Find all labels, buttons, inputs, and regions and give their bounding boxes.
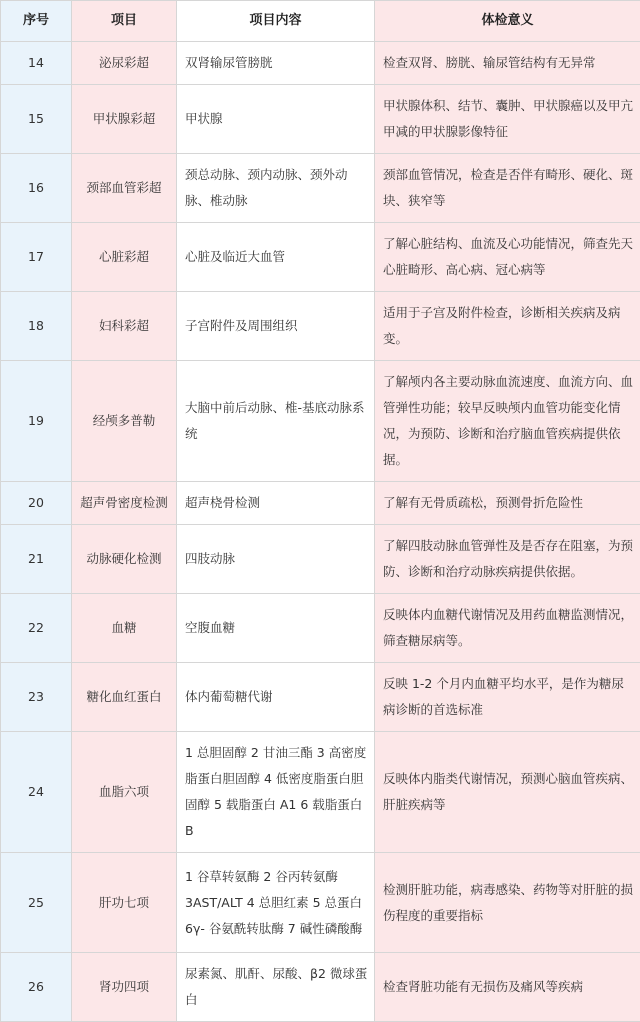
row-item: 经颅多普勒	[72, 361, 177, 482]
row-content: 颈总动脉、颈内动脉、颈外动脉、椎动脉	[177, 154, 375, 223]
row-item: 泌尿彩超	[72, 42, 177, 85]
row-meaning: 检测肝脏功能，病毒感染、药物等对肝脏的损伤程度的重要指标	[375, 853, 640, 953]
row-content: 子宫附件及周围组织	[177, 292, 375, 361]
row-content: 大脑中前后动脉、椎-基底动脉系统	[177, 361, 375, 482]
table-row	[1, 361, 640, 482]
row-number: 20	[1, 482, 72, 525]
header-meaning: 体检意义	[375, 1, 640, 42]
row-meaning: 反映 1-2 个月内血糖平均水平，是作为糖尿病诊断的首选标准	[375, 663, 640, 732]
row-item: 妇科彩超	[72, 292, 177, 361]
row-content: 空腹血糖	[177, 594, 375, 663]
row-number: 21	[1, 525, 72, 594]
row-number: 25	[1, 853, 72, 953]
table-row	[1, 594, 640, 663]
row-item: 血脂六项	[72, 732, 177, 853]
row-number: 18	[1, 292, 72, 361]
row-item: 肾功四项	[72, 953, 177, 1022]
row-number: 22	[1, 594, 72, 663]
row-number: 23	[1, 663, 72, 732]
table-row	[1, 292, 640, 361]
row-item: 肝功七项	[72, 853, 177, 953]
row-number: 16	[1, 154, 72, 223]
table-row	[1, 154, 640, 223]
row-number: 26	[1, 953, 72, 1022]
row-item: 颈部血管彩超	[72, 154, 177, 223]
table-row	[1, 42, 640, 85]
row-number: 17	[1, 223, 72, 292]
row-item: 甲状腺彩超	[72, 85, 177, 154]
row-content: 超声桡骨检测	[177, 482, 375, 525]
table-row	[1, 525, 640, 594]
table-row	[1, 663, 640, 732]
row-item: 血糖	[72, 594, 177, 663]
row-content: 四肢动脉	[177, 525, 375, 594]
row-content: 尿素氮、肌酐、尿酸、β2 微球蛋白	[177, 953, 375, 1022]
table-header-row	[1, 1, 640, 42]
row-number: 15	[1, 85, 72, 154]
row-meaning: 颈部血管情况，检查是否伴有畸形、硬化、斑块、狭窄等	[375, 154, 640, 223]
row-meaning: 了解四肢动脉血管弹性及是否存在阻塞，为预防、诊断和治疗动脉疾病提供依据。	[375, 525, 640, 594]
row-meaning: 反映体内血糖代谢情况及用药血糖监测情况，筛查糖尿病等。	[375, 594, 640, 663]
row-item: 超声骨密度检测	[72, 482, 177, 525]
row-number: 19	[1, 361, 72, 482]
row-meaning: 了解颅内各主要动脉血流速度、血流方向、血管弹性功能；较早反映颅内血管功能变化情况，为预防、诊断和治疗脑血管疾病提供依据。	[375, 361, 640, 482]
row-content: 甲状腺	[177, 85, 375, 154]
row-number: 24	[1, 732, 72, 853]
row-meaning: 反映体内脂类代谢情况，预测心脑血管疾病、肝脏疾病等	[375, 732, 640, 853]
table-row	[1, 732, 640, 853]
table-row	[1, 223, 640, 292]
row-content: 1 总胆固醇 2 甘油三酯 3 高密度脂蛋白胆固醇 4 低密度脂蛋白胆固醇 5 载脂蛋白 A1 6 载脂蛋白 B	[177, 732, 375, 853]
header-content: 项目内容	[177, 1, 375, 42]
row-meaning: 检查双肾、膀胱、输尿管结构有无异常	[375, 42, 640, 85]
table-row	[1, 853, 640, 953]
row-content: 1 谷草转氨酶 2 谷丙转氨酶 3AST/ALT 4 总胆红素 5 总蛋白 6γ- 谷氨酰转肽酶 7 碱性磷酸酶	[177, 853, 375, 953]
header-item: 项目	[72, 1, 177, 42]
row-meaning: 检查肾脏功能有无损伤及痛风等疾病	[375, 953, 640, 1022]
row-item: 糖化血红蛋白	[72, 663, 177, 732]
row-content: 体内葡萄糖代谢	[177, 663, 375, 732]
row-number: 14	[1, 42, 72, 85]
row-meaning: 了解有无骨质疏松，预测骨折危险性	[375, 482, 640, 525]
row-item: 心脏彩超	[72, 223, 177, 292]
row-meaning: 适用于子宫及附件检查，诊断相关疾病及病变。	[375, 292, 640, 361]
header-number: 序号	[1, 1, 72, 42]
row-item: 动脉硬化检测	[72, 525, 177, 594]
row-meaning: 甲状腺体积、结节、囊肿、甲状腺癌以及甲亢甲减的甲状腺影像特征	[375, 85, 640, 154]
row-content: 双肾输尿管膀胱	[177, 42, 375, 85]
table-row	[1, 85, 640, 154]
table-row	[1, 482, 640, 525]
row-meaning: 了解心脏结构、血流及心功能情况，筛查先天心脏畸形、高心病、冠心病等	[375, 223, 640, 292]
row-content: 心脏及临近大血管	[177, 223, 375, 292]
